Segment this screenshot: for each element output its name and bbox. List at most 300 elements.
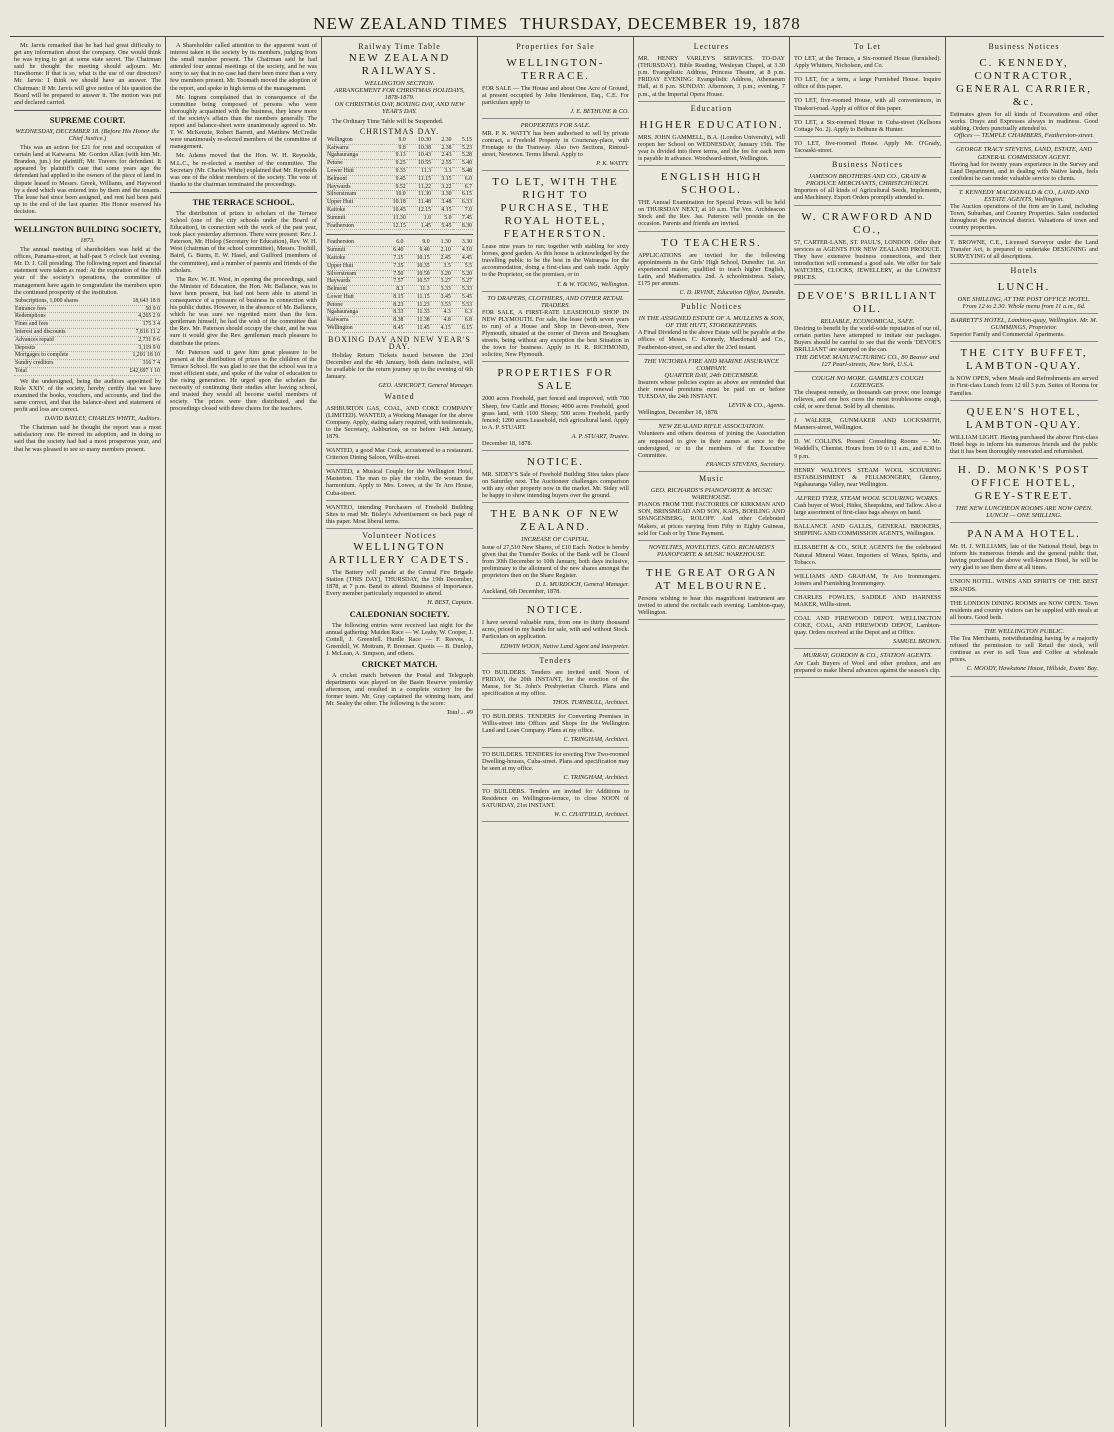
category-heading: Railway Time Table <box>358 42 441 51</box>
article-text: This was an action for £21 for rent and occupation of certain land at Kaiwarra. Mr. Gordon Allan (with him Mr. Brandon, jun.) for plaintiff; Mr. Travers for defendant. It appeared by plaintiff's case that some years ago the defendant had applied to the owners of the piece of land in dispute leased to Messrs. Greek, Williams, and Haywood by a deed which was entered into by them and the tenants. The lease had since been assigned, and rent had been paid up to the end of the last quarter. His Honor reserved his decision. <box>14 144 161 215</box>
signature: C. TRINGHAM, Architect. <box>563 773 629 781</box>
train-time: 4.3 <box>431 309 452 317</box>
columns <box>10 37 1104 1427</box>
station-name: Kaiwarra <box>326 317 383 325</box>
hotel-ad <box>950 276 1098 314</box>
business-ad <box>794 435 941 463</box>
ad-text: Holiday Return Tickets issued between the 23rd December and the 4th January, both dates inclusive, will be available for the return journey up to the evening of 6th January. <box>326 352 473 381</box>
ad-subtitle: GEORGE TRACY STEVENS, LAND, ESTATE, AND GENERAL COMMISSION AGENT. <box>955 146 1093 161</box>
timetable-row <box>326 191 473 199</box>
public-notice <box>638 355 785 421</box>
ad-text: T. BROWNE, C.E., Licensed Surveyor under the Land Transfer Act, is prepared to undertake DESIGNING and SURVEYING of all descriptions. <box>950 238 1098 260</box>
station-name: Silverstream <box>326 270 383 278</box>
to-let-ad <box>794 52 941 73</box>
ad-text: Mr. H. J. WILLIAMS, late of the National Hotel, begs to inform his numerous friends and the general public that, having purchased the above well-known Hotel, he will be very glad to see them there at all times. <box>950 543 1098 572</box>
business-ad <box>950 236 1098 264</box>
timetable-row <box>326 317 473 325</box>
ad-text: Is NOW OPEN, where Meals and Refreshments are served in First-class Lunch from 12 till 3 p.m. Suites of Rooms for Families. <box>950 375 1098 397</box>
table-cell: Advances repaid <box>14 336 112 344</box>
ad-title: ENGLISH HIGH SCHOOL. <box>660 171 763 197</box>
column-3 <box>322 37 478 1427</box>
train-time: 3.33 <box>431 286 452 294</box>
score-total: Total ... 49 <box>446 709 473 717</box>
train-time: 11.22 <box>407 183 432 191</box>
train-time: 8.45 <box>383 325 404 333</box>
table-cell: 7,816 11 2 <box>112 328 161 336</box>
train-time: 9.33 <box>381 167 406 175</box>
train-time: 6.40 <box>383 247 404 255</box>
ad-title: C. KENNEDY, CONTRACTOR, GENERAL CARRIER, &c. <box>955 57 1093 109</box>
timetable-row <box>326 270 473 278</box>
train-time: 11.45 <box>404 325 430 333</box>
property-ad <box>482 362 629 451</box>
business-ad <box>794 520 941 541</box>
train-time: 6.3 <box>452 309 473 317</box>
table-row <box>14 344 161 352</box>
station-name: Petone <box>326 160 381 168</box>
train-time: 9.45 <box>381 175 406 183</box>
ad-text: A Final Dividend in the above Estate will be payable at the offices of Messrs. C. Kennedy, Macdonald and Co., Featherston-street, on and after the 23rd instant. <box>638 329 785 351</box>
hotel-ad <box>950 597 1098 625</box>
timetable-row <box>326 239 473 246</box>
timetable-row <box>326 160 473 168</box>
train-time: 6.15 <box>452 325 473 333</box>
ad-title: TO LET, WITH THE RIGHT TO PURCHASE, THE ROYAL HOTEL, FEATHERSTON. <box>492 176 619 241</box>
signature: W. C. CHATFIELD, Architect. <box>554 811 629 819</box>
ad-text: MR. P. K. WATTY has been authorised to sell by private contract, a Freehold Property in Courtenay-place, with Frontage to the Tramway. Also two Sections, Rintoul-street, Newtown. Terms liberal. Apply to <box>482 129 629 158</box>
train-time: 12.15 <box>407 206 432 214</box>
train-time: 12.15 <box>381 222 406 230</box>
ad-subtitle: NEW ZEALAND RIFLE ASSOCIATION. <box>658 423 765 431</box>
divider <box>14 219 161 220</box>
ad-text: ELISABETH & CO., SOLE AGENTS for the celebrated Natural Mineral Water. Importers of Wines, Spirits, and Tobacco. <box>794 544 941 566</box>
ad-title: WELLINGTON-TERRACE. <box>506 57 605 83</box>
timetable-heading: BOXING DAY AND NEW YEAR'S DAY. <box>328 334 471 351</box>
train-time: 11.48 <box>407 199 432 207</box>
station-name: Upper Hutt <box>326 199 381 207</box>
public-notice <box>638 312 785 354</box>
category-heading: Wanted <box>384 391 415 401</box>
signature: LEVIN & CO., Agents. <box>728 402 785 410</box>
to-let-ad <box>794 116 941 137</box>
train-time: 7.35 <box>383 262 404 270</box>
table-row <box>14 313 161 321</box>
ad-subtitle: Offices — TEMPLE CHAMBERS, Featherston-street. <box>954 132 1094 140</box>
timetable-row <box>326 206 473 214</box>
ad-title: PANAMA HOTEL. <box>967 528 1081 541</box>
train-time: 4.15 <box>431 325 452 333</box>
train-time: 1.45 <box>407 222 432 230</box>
ad-text: 57, CARTER-LANE, ST. PAUL'S, LONDON. Offer their services as AGENTS FOR NEW ZEALAND PRODUCE. They have extensive business connections, and their introduction will command a good sale. We offer for Sale WATCHES, CLOCKS, JEWELLERY, at the LOWEST PRICES. <box>794 238 941 281</box>
ad-title: THE CITY BUFFET, LAMBTON-QUAY. <box>960 347 1088 373</box>
train-time: 5.20 <box>452 270 473 278</box>
column-4 <box>478 37 634 1427</box>
train-time: 3.30 <box>432 191 452 199</box>
ad-text: TO LET, five-roomed House. Apply Mr. O'Grady, Tacoaski-street. <box>794 139 941 154</box>
ad-subtitle: COUGH NO MORE. GAMBLE'S COUGH LOZENGES. <box>811 374 924 389</box>
train-time: 3.48 <box>432 199 452 207</box>
category-heading: Education <box>690 103 733 113</box>
ad-text: WANTEO, intending Purchasers of Freehold Building Sites to read Mr. Bisley's Advertisement on back page of this paper. Most liberal terms. <box>326 503 473 525</box>
train-time: 11.3 <box>404 286 430 294</box>
tender-ad <box>482 666 629 710</box>
ad-text: THE NEW LUNCHEON ROOMS ARE NOW OPEN. LUNCH — ONE SHILLING. <box>955 504 1093 519</box>
ad-subtitle: PROPERTIES FOR SALE. <box>520 122 591 130</box>
train-time: 6.15 <box>453 191 474 199</box>
train-time: 9.8 <box>381 144 406 152</box>
timetable-row <box>326 222 473 230</box>
divider <box>326 234 473 235</box>
business-ad <box>794 541 941 569</box>
table-cell: 18,643 18 8 <box>112 298 161 305</box>
business-ad <box>794 372 941 414</box>
hotel-ad <box>950 523 1098 575</box>
ad-text: APPLICATIONS are invited for the following appointments in the Girls' High School, Dunedin: 1st. An experienced master, qualified to teach higher English, Latin, and Mathematics. 2nd. A schoolmistress. Salary, £175 per annum. <box>638 251 785 287</box>
table-cell: Deposits <box>14 344 112 352</box>
ad-text: TO LET, at the Terrace, a Six-roomed House (furnished). Apply Whitters, Nicholson, and Co. <box>794 55 941 70</box>
hotel-ad <box>950 575 1098 596</box>
ad-text: THE Annual Examination for Special Prizes will be held on THURSDAY NEXT, at 10 a.m. The Ven. Archdeacon Stock and the Rev. Jas. Paterson will preside on the occasion. Parents and friends are invited. <box>638 199 785 228</box>
train-time: 11.30 <box>381 214 406 222</box>
signature: J. E. BETHUNE & CO. <box>570 108 629 116</box>
table-cell: 316 7 4 <box>112 360 161 368</box>
train-time: 3.15 <box>432 175 452 183</box>
train-time: 8.30 <box>453 222 474 230</box>
signature: A. P. STUART, Trustee. <box>571 432 629 440</box>
column-1 <box>10 37 166 1427</box>
train-time: 10.55 <box>407 160 432 168</box>
ad-date: December 18, 1878. <box>482 440 533 447</box>
signature: SAMUEL BROWN. <box>892 638 941 646</box>
table-cell: Mortgages to complete <box>14 352 112 360</box>
table-cell: 3,119 9 0 <box>112 344 161 352</box>
train-time: 10.57 <box>404 278 430 286</box>
ad-subtitle: QUARTER DAY, 24th DECEMBER. <box>664 371 759 379</box>
timetable-row <box>326 175 473 183</box>
signature: H. BEST, Captain. <box>427 599 473 607</box>
train-time: 2.45 <box>431 254 452 262</box>
music-ad <box>638 562 785 620</box>
ad-text: Estimates given for all kinds of Excavations and other works. Drays and Expresses always in readiness. Good stabling. Orders punctually attended to. <box>950 111 1098 133</box>
ad-text: The Auction operations of the firm are in Land, including Town, Suburban, and Country Properties. Sales conducted throughout the provincial district. Valuations of town and country properties. <box>950 203 1098 232</box>
column-5 <box>634 37 790 1427</box>
section-heading: THE TERRACE SCHOOL. <box>192 196 295 207</box>
ad-text: COAL AND FIREWOOD DEPOT. WELLINGTON COKE, COAL, AND FIREWOOD DEPOT, Lambton-quay. Orders received at the Depot and at Office. <box>794 615 941 637</box>
timetable-heading: CHRISTMAS DAY. <box>359 126 440 136</box>
station-name: Belmont <box>326 286 383 294</box>
signature: EDWIN WOON, Native Land Agent and Interpreter. <box>500 642 629 650</box>
train-time: 8.15 <box>383 293 404 301</box>
ad-text: ONE SHILLING, AT THE POST OFFICE HOTEL. From 12 to 2.30. Whole menu from 11 a.m., 6d. <box>957 295 1091 310</box>
ad-text: BALLANCE AND GALLIS, GENERAL BROKERS, SHIPPING AND COMMISSION AGENTS, Wellington. <box>794 523 941 538</box>
train-time: 8.3 <box>383 286 404 294</box>
train-time: 9.25 <box>381 160 406 168</box>
subheading: WEDNESDAY, DECEMBER 18. (Before His Honor the Chief Justice.) <box>15 127 160 142</box>
train-time: 7.15 <box>383 254 404 262</box>
business-ad <box>794 570 941 591</box>
ad-text: TO LET, a Six-roomed House in Cuba-street (Kellsons Cottage No. 2). Apply to Bethune & Hunter. <box>794 118 941 133</box>
category-heading: Properties for Sale <box>516 42 595 51</box>
table-cell: Interest and discounts <box>14 328 112 336</box>
signature: THOS. TURNBULL, Architect. <box>552 699 629 707</box>
ad-text: Desiring to benefit by the world-wide reputation of our oil, certain parties have attempted to imitate our packages. Buyers should be careful to see that the words 'DEVOE'S BRILLIANT' are stamped on the can. <box>794 325 941 354</box>
article-text: Mr. Jarvis remarked that he had had great difficulty to get any information about the company. One would think he was trying to get at some state secret. The Chairman said he thought the meeting should adjourn. Mr. Hawthorne: If that is so, what is the use of our directors? Mr. Jarvis: I think we should have an answer. The Chairman: If Mr. Jarvis will give notice of his question the Board will be prepared to answer it. The motion was put and declared carried. <box>14 42 161 106</box>
train-time: 9.40 <box>404 247 430 255</box>
signature: C. D. IRVINE, Education Office, Dunedin. <box>679 288 785 296</box>
ad-subtitle: JAMESON BROTHERS AND CO., GRAIN & PRODUCE MERCHANTS, CHRISTCHURCH. <box>805 173 930 188</box>
signature: D. L. MURDOCH, General Manager. <box>535 581 629 589</box>
train-time: 3.45 <box>431 293 452 301</box>
article-text: The Rev. W. H. West, in opening the proceedings, said the Minister of Education, the Hon. Mr. Ballance, was to have been present, but had not been able to attend in consequence of a pressure of business in connection with his public duties. However, in the absence of Mr. Ballance, which he was sure we regretted more than the hon. gentleman himself, he had the wish of the committee that the Rev. Mr. Paterson should occupy the chair, and he was sure it would give the Rev. gentleman much pleasure to distribute the prizes. <box>170 275 317 347</box>
train-time: 3.20 <box>431 270 452 278</box>
table-row <box>14 336 161 344</box>
timetable-row <box>326 183 473 191</box>
ad-text: Lease nine years to run; together with stabling for sixty horses, good garden. As this house is acknowledged by the travelling public to be the best in the Wairarapa for the accommodation, doing a first-class and cash trade. Apply to the Proprietor, on the premises, or to <box>482 243 629 279</box>
article-text: Mr. Paterson said it gave him great pleasure to be present at the distribution of prizes to the children of the Terrace School. He was glad to see that the school was in a most efficient state, and spoke of the value of education to the rising generation. He urged upon the scholars the necessity of continuing their studies after leaving school, and trusted they would all become useful members of society. The prizes were then distributed, and the proceedings closed with three cheers for the teachers. <box>170 348 317 413</box>
category-heading: Business Notices <box>832 160 903 170</box>
ad-date: Auckland, 6th December, 1878. <box>482 588 561 596</box>
ad-text: MR. SIDEY'S Sale of Freehold Building Sites takes place on Saturday next. The Auctioneer challenges comparison with any other property now in the market. Mr. Sidey will be happy to show intending buyers over the ground. <box>482 471 629 500</box>
divider <box>14 110 161 111</box>
train-time: 2.43 <box>432 152 452 160</box>
train-time: 10.15 <box>404 254 430 262</box>
category-heading: Tenders <box>539 655 572 665</box>
train-time: 3.3 <box>432 167 452 175</box>
ad-title: W. CRAWFORD AND CO., <box>801 210 934 236</box>
ad-text: Volunteers and others desirous of joining the Association are requested to give in their names at once to the undersigned, or to the members of the Executive Committee. <box>638 430 785 459</box>
train-time: 11.30 <box>407 191 432 199</box>
category-heading: Public Notices <box>681 302 742 312</box>
business-ad <box>794 649 941 677</box>
ad-text: Cash buyer of Wool, Hides, Sheepskins, and Tallow. Also a large assortment of first-class bags always on hand. <box>794 502 941 517</box>
ad-text: PIANOS FROM THE FACTORIES OF KIRKMAN AND SON, BRINSMEAD AND SON, KAPS, BOHLING AND SPANGENBERG, ROLOFF. And other Celebrated Makers, at prices varying from Fifty to Eighty Guineas, sold for Cash or by Time Payment. <box>638 501 785 537</box>
station-name: Silverstream <box>326 191 381 199</box>
station-name: Summit <box>326 214 381 222</box>
ad-text: WILLIAM LIGHT. Having purchased the above First-class Hotel begs to inform his numerous friends and the public that it has been thoroughly renovated and refurnished. <box>950 433 1098 455</box>
masthead <box>10 0 1104 37</box>
hotel-ad <box>950 459 1098 523</box>
train-time: 11.15 <box>407 175 432 183</box>
timetable-row <box>326 325 473 333</box>
table-cell: 4,265 2 9 <box>112 313 161 321</box>
train-time: 5.23 <box>453 144 474 152</box>
education-ad <box>638 114 785 166</box>
signature: FRANCIS STEVENS, Secretary. <box>705 460 785 468</box>
ad-title: THE GREAT ORGAN AT MELBOURNE. <box>645 566 778 592</box>
train-time: 4.10 <box>452 247 473 255</box>
property-ad <box>482 292 629 363</box>
signature: C. MOODY, Hawkstone House, Hillside, Evans' Bay. <box>966 665 1098 673</box>
music-ad <box>638 541 785 562</box>
article-text: A Shareholder called attention to the apparent want of interest taken in the society by its members, judging from the small number present. The Chairman said he had attended four annual meetings of the society, and he was sorry to say that in no case had there been more than a very few members present. Mr. Toomath moved the adoption of the report, and spoke in high terms of the management. <box>170 42 317 92</box>
ad-subtitle: NOVELTIES, NOVELTIES. GEO. RICHARDS'S PIANOFORTE & MUSIC WAREHOUSE. <box>648 543 775 558</box>
wanted-ad <box>326 501 473 529</box>
ad-text: WANTED, a Musical Couple for the Wellington Hotel, Masterton. The man to play the violin, the woman the harmonium. Apply to Mrs. Lowes, at the Te Aro House, Cuba-street. <box>326 468 473 497</box>
table-row <box>14 328 161 336</box>
ad-title: PROPERTIES FOR SALE <box>497 367 614 393</box>
ad-text: ASHBURTON GAS, COAL, AND COKE COMPANY (LIMITED). WANTED, a Working Manager for the above Company. Apply, stating salary required, with testimonials, to the Secretary, Ashburton, on or before 14th January, 1879. <box>326 404 473 440</box>
section-heading: CALEDONIAN SOCIETY. <box>349 608 450 619</box>
ad-subtitle: TO DRAPERS, CLOTHIERS, AND OTHER RETAIL TRADERS. <box>487 294 624 309</box>
train-time: 6.0 <box>383 239 404 246</box>
table-row <box>14 367 161 375</box>
ad-title: H. D. MONK'S POST OFFICE HOTEL, GREY-STREET. <box>957 463 1091 502</box>
table-cell: 1,201 18 10 <box>112 352 161 360</box>
train-time: 4.45 <box>452 254 473 262</box>
train-time: 4.8 <box>431 317 452 325</box>
train-time: 10.45 <box>381 206 406 214</box>
ad-text: The cheapest remedy, as thousands can prove; one lozenge relieves, and one box cures the most troublesome cough, cold, or sore throat. Sold by all chemists. <box>794 388 941 411</box>
train-time: 3.27 <box>431 278 452 286</box>
station-name: Belmont <box>326 175 381 183</box>
ad-text: J. WALKER, GUNMAKER AND LOCKSMITH, Manners-street, Wellington. <box>794 417 941 432</box>
train-time: 10.38 <box>407 144 432 152</box>
train-time: 9.0 <box>404 239 430 246</box>
signature: C. TRINGHAM, Architect. <box>563 736 629 744</box>
hotel-ad <box>950 625 1098 677</box>
column-7 <box>946 37 1102 1427</box>
timetable-row <box>326 301 473 309</box>
ad-title: NOTICE. <box>526 604 585 617</box>
ad-text: HENRY WALTON'S STEAM WOOL SCOURING ESTABLISHMENT & FELLMONGERY, Glenroy, Ngahauranga Valley, near Wellington. <box>794 466 941 488</box>
timetable-row <box>326 254 473 262</box>
wanted-ad <box>326 402 473 444</box>
train-time: 8.38 <box>383 317 404 325</box>
train-time: 6.7 <box>453 183 474 191</box>
table-cell: Sundry creditors <box>14 360 112 368</box>
train-time: 10.50 <box>404 270 430 278</box>
newspaper-title: NEW ZEALAND TIMES <box>313 14 509 33</box>
ad-text: Issue of 27,510 New Shares, of £10 Each. Notice is hereby given that the Transfer Books of the Bank will be Closed from 30th December to 10th January, both days inclusive, preliminary to the allotment of the new shares amongst the proprietors then on the Share Register. <box>482 543 629 579</box>
train-time: 11.23 <box>404 301 430 309</box>
section-heading: SUPREME COURT. <box>49 114 126 125</box>
train-time: 5.28 <box>453 152 474 160</box>
train-time: 5.5 <box>452 262 473 270</box>
train-time: 10.18 <box>381 199 406 207</box>
category-heading: To Let <box>854 42 881 51</box>
divider <box>170 192 317 193</box>
timetable-row <box>326 199 473 207</box>
business-ad <box>794 492 941 520</box>
train-time: 1.0 <box>407 214 432 222</box>
business-ad <box>794 612 941 649</box>
table-cell: 175 3 4 <box>112 321 161 329</box>
station-name: Upper Hutt <box>326 262 383 270</box>
ad-text: MR. HENRY VARLEY'S SERVICES. TO-DAY (THURSDAY). Bible Reading, Wesleyan Chapel, at 3.30 p.m. Evangelistic Address, Princess Theatre, at 8 p.m. FRIDAY EVENING: Evangelistic Address, Athenaeum Hall, at 8 p.m. SUNDAY: Afternoon, 3 p.m.; evening, 7 p.m., at the Imperial Opera House. <box>638 55 785 98</box>
ad-subtitle: INCREASE OF CAPITAL. <box>521 536 590 544</box>
table-row <box>14 298 161 305</box>
bank-ad <box>482 503 629 599</box>
notice-ad <box>482 599 629 653</box>
ad-text: WANTED, a good Mac Cook, accustomed to a restaurant. Criterion Dining Saloon, Willis-street. <box>326 447 473 462</box>
train-time: 4.15 <box>432 206 452 214</box>
article-text: Mr. Adams moved that the Hon. W. H. Reynolds, M.L.C., be re-elected a member of the committee. The Secretary (Mr. Charles White) explained that Mr. Reynolds was one of the oldest members of the society. The vote of thanks to the chairman terminated the proceedings. <box>170 152 317 188</box>
ad-text: 2000 acres Freehold, part fenced and improved, with 700 Sheep, few Cattle and Horses; 4000 acres Freehold, good grass land, with 1100 Sheep; 500 acres Freehold, partly fenced; 1200 acres Leasehold, rich agricultural land. Apply to A. P. STUART. <box>482 395 629 431</box>
ad-text: TO BUILDERS. TENDERS for Converting Premises in Willis-street into Offices and Shops for the Wellington Land and Loan Company. Plans at my office. <box>482 713 629 735</box>
timetable-row <box>326 286 473 294</box>
timetable-row <box>326 152 473 160</box>
ad-subtitle: WELLINGTON SECTION. <box>364 80 435 88</box>
ad-text: Are Cash Buyers of Wool and other produce, and are prepared to make liberal advances against the season's clip. <box>794 659 941 674</box>
article-text: We the undersigned, being the auditors appointed by Rule XXIV. of the society, hereby certify that we have examined the books, vouchers, and accounts, and find the same correct, and that the balance-sheet and statement of profit and loss are correct. <box>14 377 161 414</box>
education-ad <box>638 166 785 231</box>
category-heading: Hotels <box>1010 265 1038 275</box>
category-heading: Volunteer Notices <box>362 530 437 540</box>
ad-title: QUEEN'S HOTEL, LAMBTON-QUAY. <box>966 405 1082 431</box>
table-cell: Fines and fees <box>14 321 112 329</box>
train-time: 5.15 <box>453 137 474 144</box>
category-heading: Music <box>699 473 724 483</box>
notice-ad <box>482 451 629 503</box>
train-time: 10.30 <box>407 137 432 144</box>
ad-text: FOR SALE, A FIRST-RATE LEASEHOLD SHOP IN NEW PLYMOUTH. For sale, the lease (with seven years to run) of a House and Shop in Devon-street, New Plymouth, situated at the corner of Devon and Brougham streets, being without any exception the best Situation in the town for business. Apply to H. R. RICHMOND, solicitor, New Plymouth. <box>482 308 629 359</box>
business-ad <box>794 591 941 612</box>
ad-text: UNION HOTEL. WINES AND SPIRITS OF THE BEST BRANDS. <box>950 578 1098 593</box>
train-time: 3.5 <box>431 262 452 270</box>
category-heading: Lectures <box>693 42 730 51</box>
train-time: 2.38 <box>432 144 452 152</box>
train-time: 10.43 <box>407 152 432 160</box>
timetable-row <box>326 214 473 222</box>
ad-title: DEVOE'S BRILLIANT OIL. <box>797 290 938 316</box>
ad-subtitle: ARRANGEMENT FOR CHRISTMAS HOLIDAYS, 1878-1879. <box>334 87 465 102</box>
table-cell: 2,731 0 6 <box>112 336 161 344</box>
train-time: 5.27 <box>452 278 473 286</box>
ad-text: TO BUILDERS. Tenders are invited for Additions to Residence on Wellington-terrace, to close NOON of SATURDAY, 21st INSTANT. <box>482 787 629 810</box>
ad-text: Having had for twenty years experience in the Survey and Land Department, and in dealing with Native lands, feels confident he can render valuable service to clients. <box>950 160 1098 182</box>
ad-text: TO BUILDERS. TENDERS for erecting Five Two-roomed Dwelling-houses, Cuba-street. Plans and specification may be seen at my office. <box>482 750 629 772</box>
station-name: Ngahauranga <box>326 309 383 317</box>
article-text: The distribution of prizes to scholars of the Terrace School (one of the city schools under the Board of Education), in connection with the work of the past year, took place yesterday afternoon. There were present: Rev. J. Paterson, Mr. Hislop (Secretary for Education), Rev. W. H. West (chairman of the school committee), Messrs. Toohill, Baird, G. Burns, E. W. Hasel, and Guilford (members of the committee), and a number of parents and friends of the scholars. <box>170 209 317 274</box>
timetable-row <box>326 293 473 301</box>
ad-text: Superior Family and Commercial Apartments. <box>950 331 1065 339</box>
train-time: 2.55 <box>432 160 452 168</box>
business-ad <box>794 206 941 286</box>
train-time: 5.40 <box>453 160 474 168</box>
ad-text: The Tea Merchants, notwithstanding having by a majority refused the permission to sell Retail the stock, will continue as ever to sell Teas and Coffee at wholesale prices. <box>950 635 1098 664</box>
tender-ad <box>482 710 629 747</box>
article-text: The annual meeting of shareholders was held at the offices, Panama-street, at half-past 5 o'clock last evening. Mr. D. J. Gill presiding. The following report and financial statement were taken as read: At the expiration of the fifth year of the society's operations, the committee of management have again to congratulate the members upon the continued prosperity of the institution. <box>14 246 161 296</box>
station-name: Lower Hutt <box>326 167 381 175</box>
table-row <box>14 352 161 360</box>
to-let-ad <box>794 73 941 94</box>
train-time: 9.13 <box>381 152 406 160</box>
ad-title: WELLINGTON ARTILLERY CADETS. <box>328 541 471 567</box>
table-row <box>14 360 161 368</box>
timetable-row <box>326 144 473 152</box>
ad-text: The Battery will parade at the Central Fire Brigade Station (THIS DAY), THURSDAY, the 19th December, 1878, at 7 p.m. Band to attend. Business of Importance. Every member particularly requested to attend. <box>326 569 473 598</box>
section-heading: WELLINGTON BUILDING SOCIETY, <box>14 223 161 234</box>
train-time: 8.23 <box>383 301 404 309</box>
education-ad <box>638 232 785 301</box>
timetable-in <box>326 239 473 333</box>
ad-text: Importers of all kinds of Agricultural Seeds, Implements, and Machinery. Export Orders promptly attended to. <box>794 187 941 202</box>
table-cell: Total <box>14 367 112 375</box>
station-name: Summit <box>326 247 383 255</box>
timetable-row <box>326 137 473 144</box>
train-time: 11.3 <box>407 167 432 175</box>
column-2 <box>166 37 322 1427</box>
ad-title: THE BANK OF NEW ZEALAND. <box>490 508 621 534</box>
timetable-row <box>326 167 473 175</box>
station-name: Lower Hutt <box>326 293 383 301</box>
article-text: The Chairman said he thought the report was a most satisfactory one. He moved its adoption, and in doing so said that the society had had a most prosperous year, and that he was pleased to see so many members present. <box>14 424 161 453</box>
train-time: 10.0 <box>381 191 406 199</box>
article-text: A cricket match between the Postal and Telegraph departments was played on the Basin Reserve yesterday afternoon, and resulted in a complete victory for the former team. Mr. Gray captained the winning team, and Mr. Sealey the other. The following is the score: <box>326 671 473 708</box>
business-ad <box>794 464 941 492</box>
ad-text: TO BUILDERS. Tenders are invited until Noon of FRIDAY, the 20th INSTANT, for the erection of the Manse, for St. John's Presbyterian Church. Plans and specification at my office. <box>482 668 629 697</box>
table-cell: 50 0 0 <box>112 305 161 313</box>
